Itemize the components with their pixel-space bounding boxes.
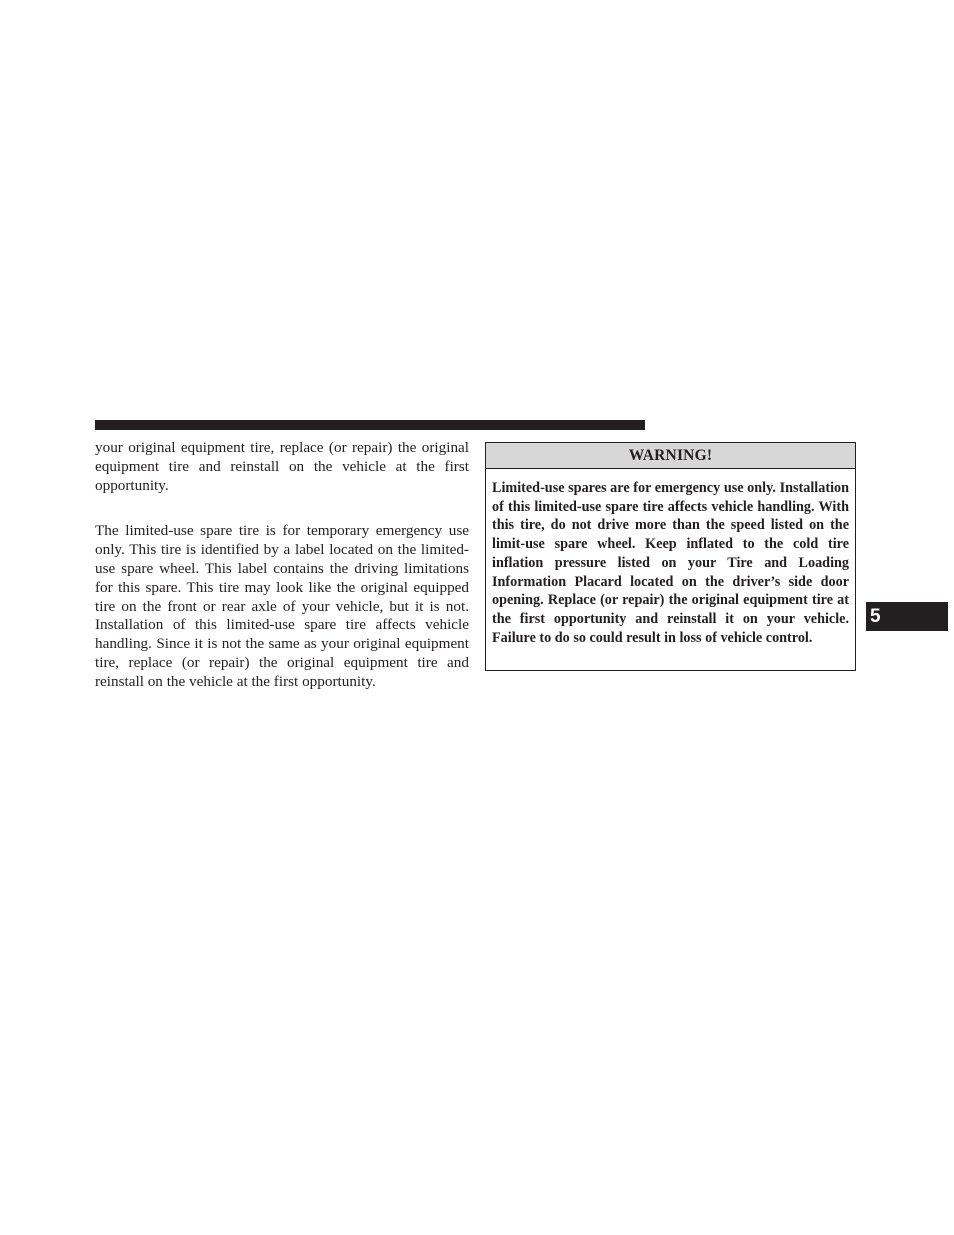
paragraph-limited-use-spare: The limited-use spare tire is for temporary emergency use only. This tire is identified by a label located on the limited-use spare wheel. This label contains the driving limitations for this spare. This tire may look like the original equipped tire on the front or rear axle of your vehicle, but it is not. Installation of this limited-use spare tire affects vehicle handling. Since it is not the same as your original equipment tire, replace (or repair) the original equipment tire and reinstall on the vehicle at the first opportunity.	[95, 522, 469, 690]
section-rule	[95, 420, 645, 430]
chapter-tab: 5	[866, 602, 948, 631]
left-column	[95, 439, 469, 692]
warning-title: WARNING!	[486, 443, 855, 469]
warning-box	[485, 442, 856, 671]
warning-text: Limited-use spares are for emergency use only. Installation of this limited-use spare tire affects vehicle handling. With this tire, do not drive more than the speed listed on the limit-use spare wheel. Keep inflated to the cold tire inflation pressure listed on your Tire and Loading Information Placard located on the driver’s side door opening. Replace (or repair) the original equipment tire at the first opportunity and reinstall it on your vehicle. Failure to do so could result in loss of vehicle control.	[492, 480, 849, 646]
paragraph-continuation: your original equipment tire, replace (or repair) the original equipment tire and reinstall on the vehicle at the first opportunity.	[95, 439, 469, 494]
